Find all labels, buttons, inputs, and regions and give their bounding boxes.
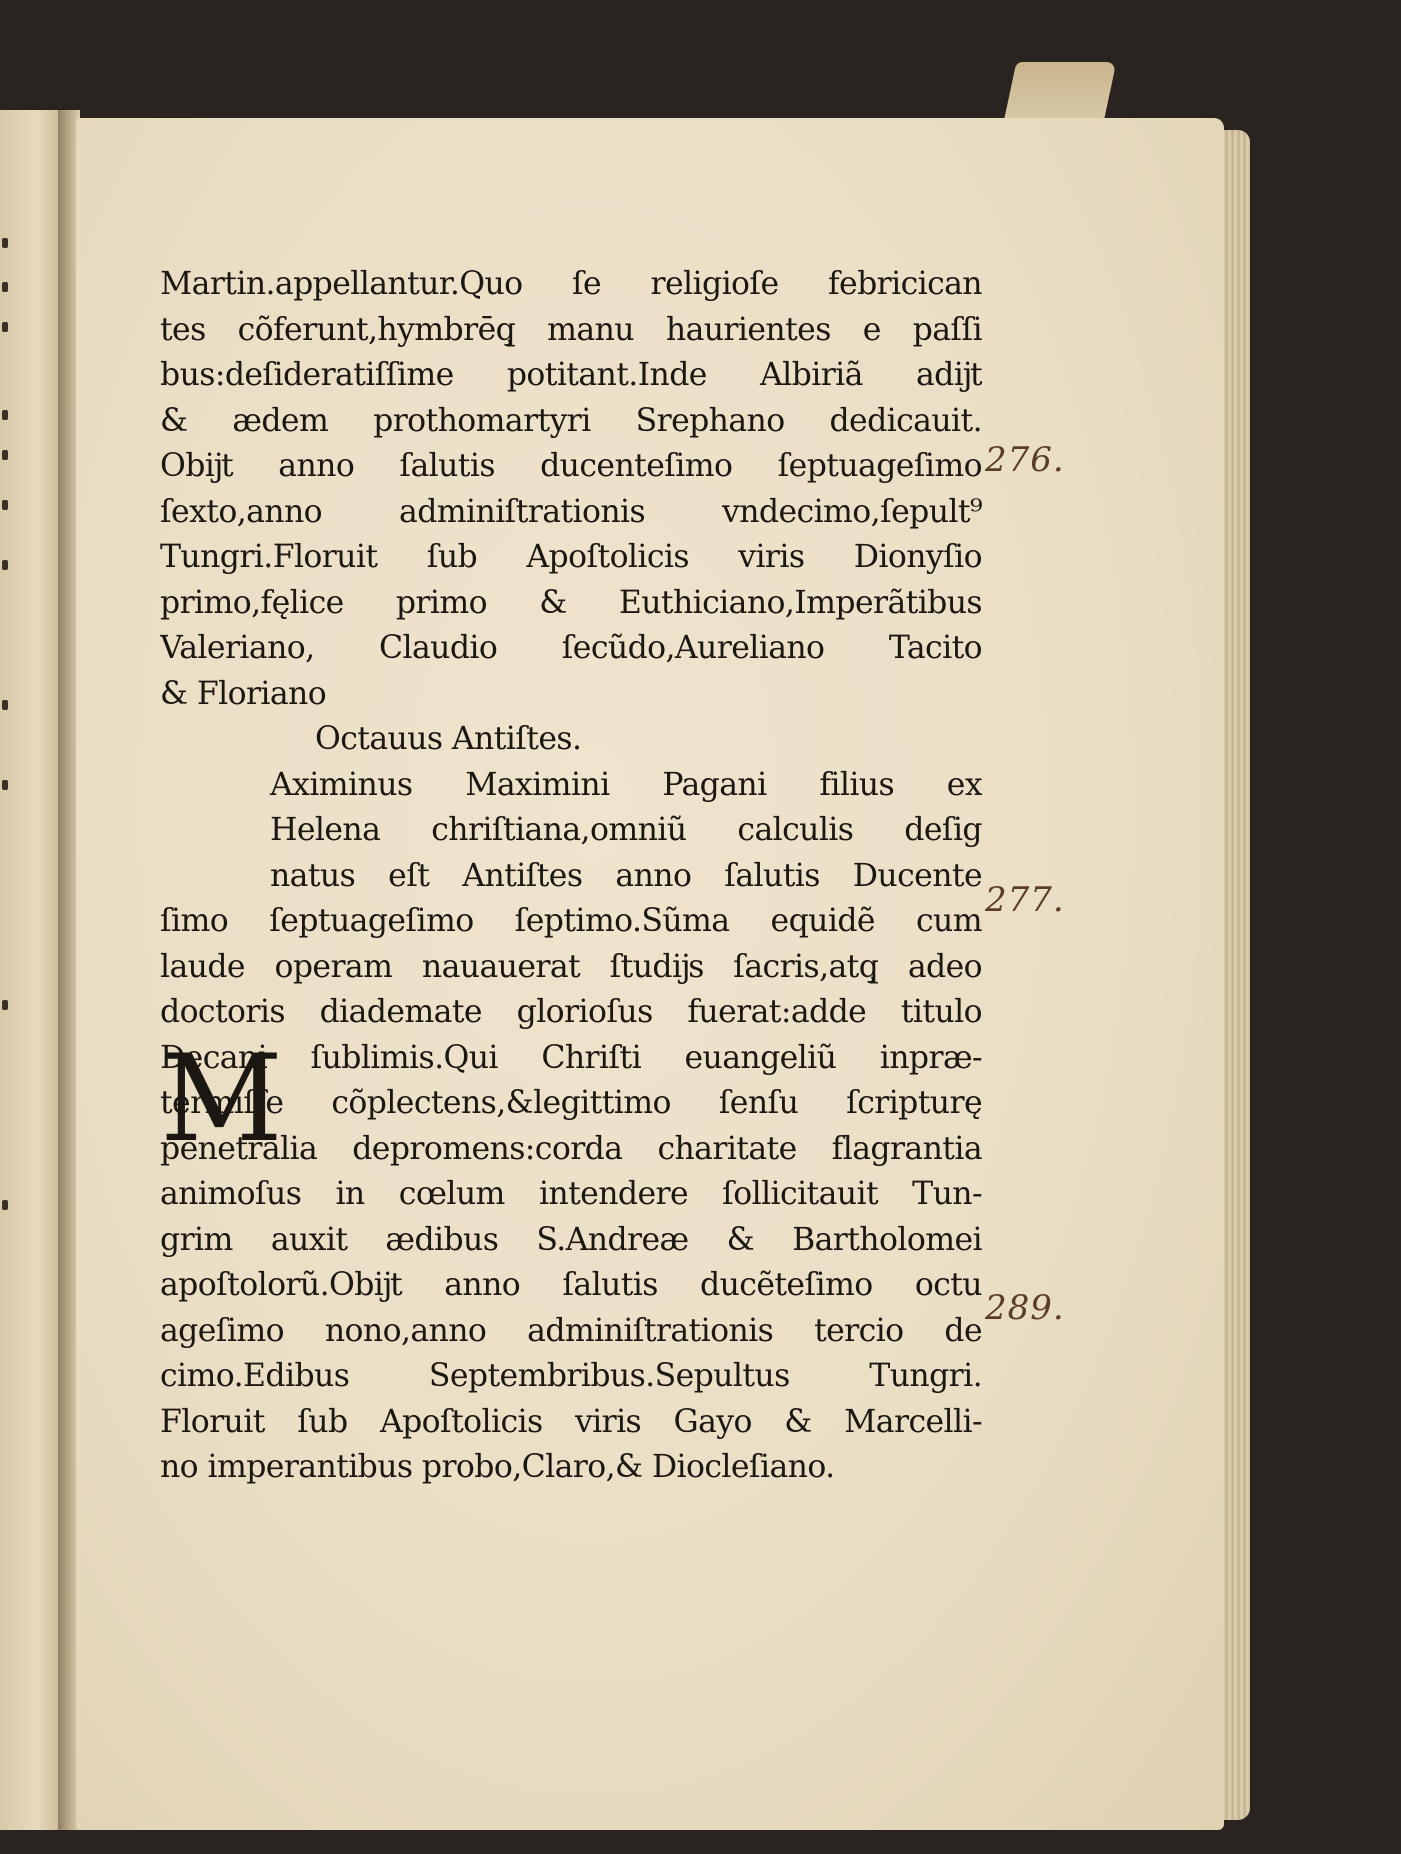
page-tab <box>1004 62 1117 122</box>
margin-note-289: 289. <box>985 1288 1065 1328</box>
drop-line-2: Helena chriſtiana,omniũ calculis deſig <box>270 812 982 848</box>
text-line-5: Obĳt anno ſalutis ducenteſimo ſeptuageſimo <box>160 448 982 484</box>
drop-cap: M <box>160 1030 283 1169</box>
drop-line-3: natus eſt Antiſtes anno ſalutis Ducente <box>270 857 982 894</box>
text-line-20: ageſimo nono,anno adminiſtrationis tercio de <box>160 1312 982 1349</box>
section-heading: Octauus Antiſtes. <box>315 721 582 757</box>
text-line-10: & Floriano <box>160 675 327 712</box>
text-line-2: tes cõferunt,hymbrēq̧ manu haurientes e paſſi <box>160 311 982 348</box>
text-line-16: penetralia depromens:corda charitate flagrantia <box>160 1130 982 1167</box>
text-line-22: Floruit ſub Apoſtolicis viris Gayo & Marcelli- <box>160 1403 982 1440</box>
text-line-19: apoſtolorũ.Obĳt anno ſalutis ducẽteſimo octu <box>160 1267 982 1303</box>
text-line-21: cimo.Edibus Septembribus.Sepultus Tungri. <box>160 1358 982 1394</box>
text-line-12: laude operam nauauerat ſtudĳs ſacris,atq̧ adeo <box>160 948 982 985</box>
text-line-23: no imperantibus probo,Claro,& Diocleſiano. <box>160 1449 835 1485</box>
margin-note-277: 277. <box>985 880 1065 920</box>
text-line-15: termiſſe cõplectens,&legittimo ſenſu ſcripturę <box>160 1085 982 1121</box>
text-line-9: Valeriano, Claudio ſecũdo,Aureliano Tacito <box>160 630 982 666</box>
text-line-14: Decani ſublimis.Qui Chriſti euangeliũ inpræ- <box>160 1039 982 1076</box>
text-line-17: animoſus in cœlum intendere ſollicitauit Tun- <box>160 1176 982 1212</box>
text-line-8: primo,fęlice primo & Euthiciano,Imperãtibus <box>160 584 982 621</box>
margin-note-276: 276. <box>985 440 1065 480</box>
main-text <box>160 262 982 1491</box>
drop-line-1: Aximinus Maximini Pagani filius ex <box>270 766 982 803</box>
text-line-4: & ædem prothomartyri Srephano dedicauit. <box>160 402 982 439</box>
text-line-7: Tungri.Floruit ſub Apoſtolicis viris Dionyſio <box>160 539 982 575</box>
text-line-13: doctoris diademate glorioſus fuerat:adde titulo <box>160 994 982 1030</box>
text-line-3: bus:deſideratiſſime potitant.Inde Albiriã adĳt <box>160 357 982 393</box>
left-page <box>0 110 62 1830</box>
text-line-11: ſimo ſeptuageſimo ſeptimo.Sũma equidẽ cum <box>160 903 982 939</box>
text-line-18: grim auxit ædibus S.Andreæ & Bartholomei <box>160 1221 982 1258</box>
text-line-1: Martin.appellantur.Quo ſe religioſe febricican <box>160 266 982 302</box>
text-line-6: ſexto,anno adminiſtrationis vndecimo,ſepult⁹ <box>160 493 982 530</box>
